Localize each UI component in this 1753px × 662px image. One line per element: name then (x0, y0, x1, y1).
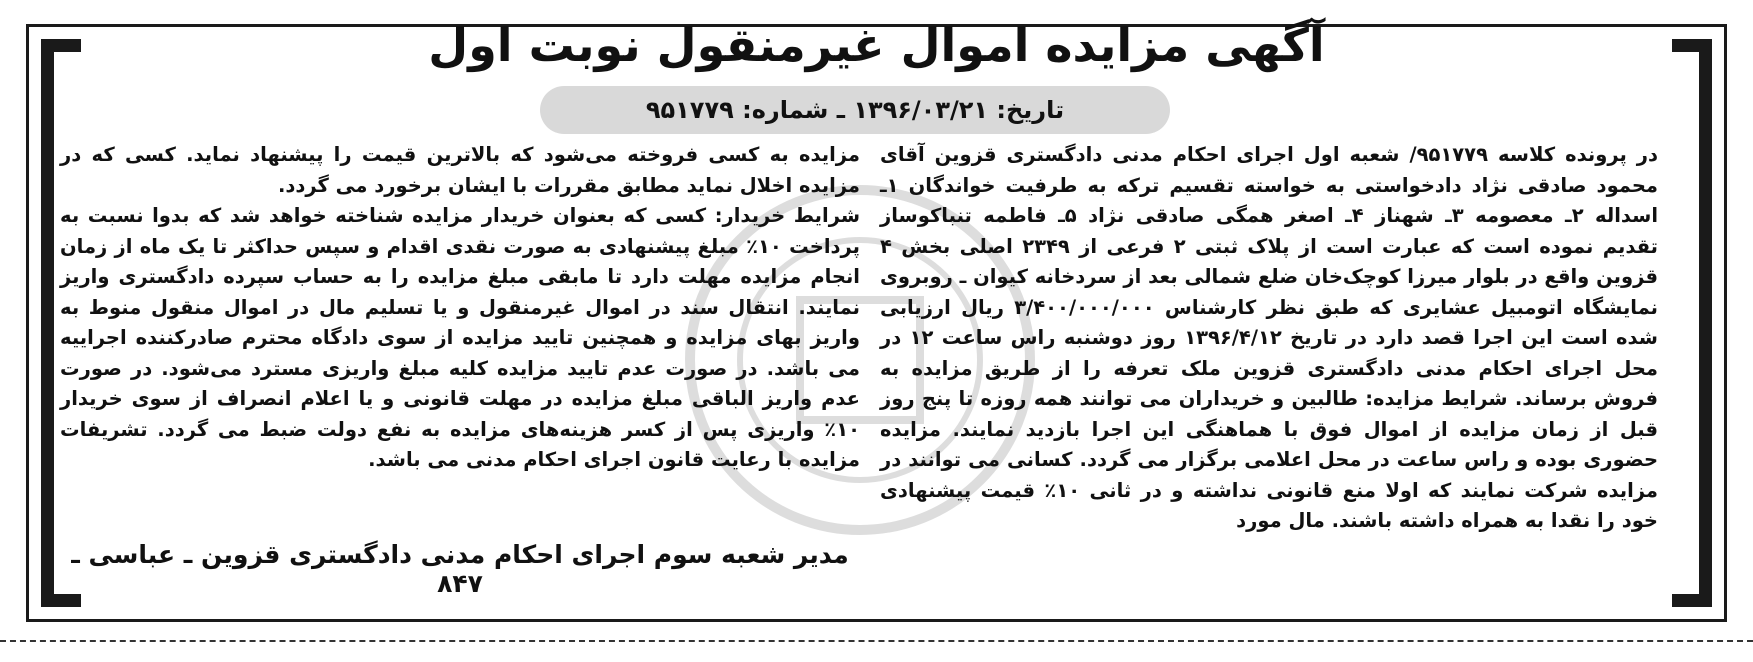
body-paragraph: مزایده به کسی فروخته می‌شود که بالاترین قیمت را پیشنهاد نماید. کسی که در مزایده اخلال نماید مطابق مقررات با ایشان برخورد می گردد. (60, 143, 860, 197)
frame-bracket-left (41, 39, 54, 607)
body-paragraph: در پرونده کلاسه ۹۵۱۷۷۹/ شعبه اول اجرای احکام مدنی دادگستری قزوین آقای محمود صادقی نژاد دادخواستی به خواسته تقسیم ترکه به طرفیت خواندگان ۱ـ اسداله ۲ـ معصومه ۳ـ شهناز ۴ـ اصغر همگی صادقی نژاد ۵ـ فاطمه تنباکوساز تقدیم نموده است که عبارت است از پلاک ثبتی ۲ فرعی از ۲۳۴۹ اصلی بخش ۴ قزوین واقع در بلوار میرزا کوچک‌خان ضلع شمالی بعد از سردخانه کیوان ـ روبروی نمایشگاه اتومبیل عشایری که طبق نظر کارشناس ۳/۴۰۰/۰۰۰/۰۰۰ ریال ارزیابی شده است این اجرا قصد دارد در تاریخ ۱۳۹۶/۴/۱۲ روز دوشنبه راس ساعت ۱۲ در محل اجرای احکام مدنی دادگستری قزوین ملک تعرفه را از طریق مزایده به فروش برساند. شرایط مزایده: طالبین و خریداران می توانند همه روزه تا پنج روز قبل از زمان مزایده از اموال فوق با هماهنگی این اجرا بازدید نمایند. مزایده حضوری بوده و راس ساعت در محل اعلامی برگزار می گردد. کسانی می توانند در مزایده شرکت نمایند که اولا منع قانونی نداشته و در ثانی ۱۰٪ قیمت پیشنهادی خود را نقدا به همراه داشته باشند. مال مورد (880, 143, 1659, 532)
date-line: تاریخ: ۱۳۹۶/۰۳/۲۱ ـ شماره: ۹۵۱۷۷۹ (645, 96, 1065, 124)
notice-body-right-column (880, 140, 1658, 537)
date-number-pill (540, 86, 1170, 134)
notice-body-left-column (60, 140, 860, 476)
cut-line-divider (0, 640, 1753, 642)
body-paragraph: شرایط خریدار: کسی که بعنوان خریدار مزایده شناخته خواهد شد که بدوا نسبت به پرداخت ۱۰٪ مبلغ پیشنهادی به صورت نقدی اقدام و سپس حداکثر تا یک ماه از زمان انجام مزایده مهلت دارد تا مابقی مبلغ مزایده را به حساب سپرده دادگستری واریز نمایند. انتقال سند در اموال غیرمنقول و یا تسلیم مال در اموال منقول منوط به واریز بهای مزایده و همچنین تایید مزایده از سوی دادگاه محترم صادرکننده اجراییه می باشد. در صورت عدم تایید مزایده کلیه مبلغ واریزی مسترد می‌شود. در صورت عدم واریز الباقی مبلغ مزایده در مهلت قانونی و یا اعلام انصراف از سوی خریدار ۱۰٪ واریزی پس از کسر هزینه‌های مزایده به نفع دولت ضبط می گردد. تشریفات مزایده با رعایت قانون اجرای احکام مدنی می باشد. (60, 204, 860, 471)
notice-title: آگهی مزایده اموال غیرمنقول نوبت اول (428, 18, 1325, 72)
signature-line: مدیر شعبه سوم اجرای احکام مدنی دادگستری قزوین ـ عباسی ـ ۸۴۷ (71, 540, 849, 598)
frame-bracket-right-bottom (1672, 594, 1712, 607)
frame-bracket-right (1699, 39, 1712, 607)
